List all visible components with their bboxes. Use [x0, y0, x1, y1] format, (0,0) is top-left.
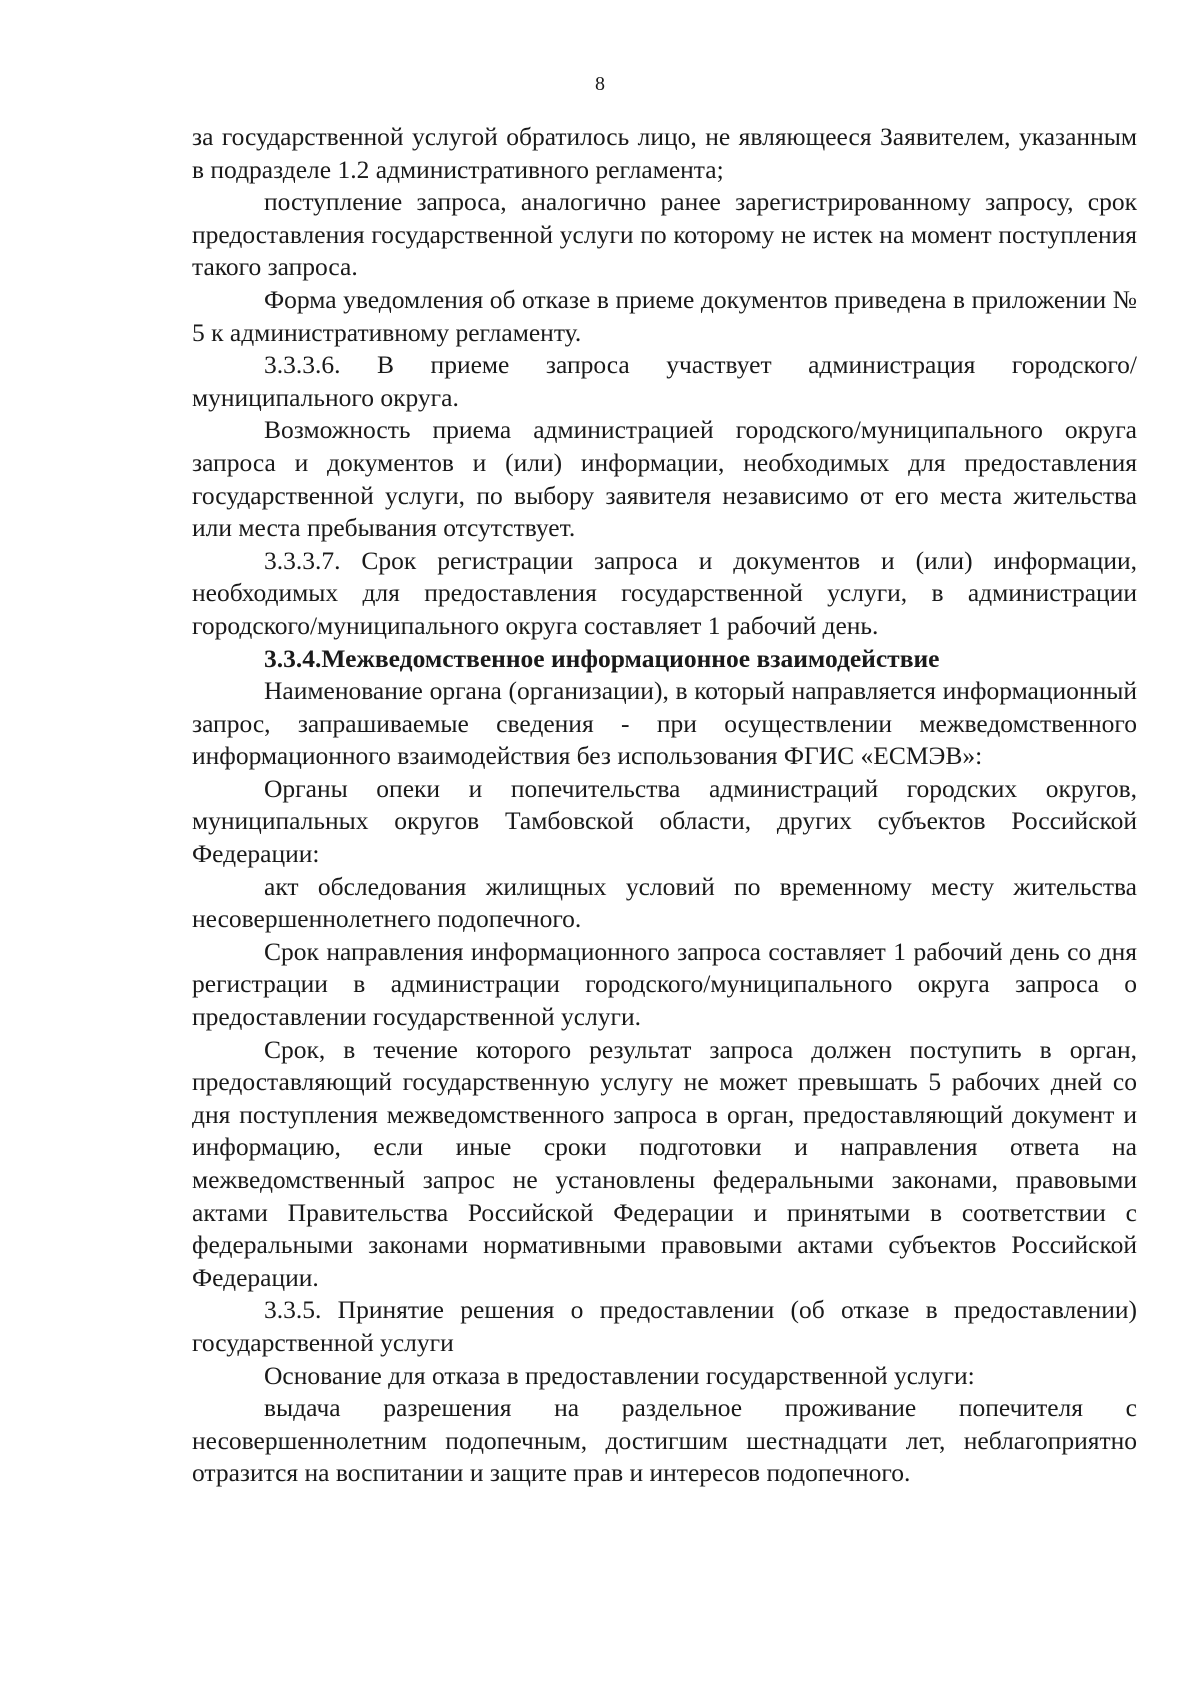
paragraph: акт обследования жилищных условий по временному месту жительства несовершеннолетнего подопечного.: [192, 871, 1137, 934]
paragraph: Возможность приема администрацией городского/муниципального округа запроса и документов и (или) информации, необходимых для предоставления государственной услуги, по выбору заявителя независимо от его места жительства или места пребывания отсутствует.: [192, 415, 1137, 543]
paragraph: выдача разрешения на раздельное проживание попечителя с несовершеннолетним подопечным, достигшим шестнадцати лет, неблагоприятно отразится на воспитании и защите прав и интересов подопечного.: [192, 1393, 1137, 1488]
paragraph: 3.3.5. Принятие решения о предоставлении (об отказе в предоставлении) государственной услуги: [192, 1295, 1137, 1357]
paragraph: Срок направления информационного запроса составляет 1 рабочий день со дня регистрации в администрации городского/муниципального округа запроса о предоставлении государственной услуги.: [192, 936, 1137, 1032]
paragraph: Срок, в течение которого результат запроса должен поступить в орган, предоставляющий государственную услугу не может превышать 5 рабочих дней со дня поступления межведомственного запроса в орган, предоставляющий документ и информацию, если иные сроки подготовки и направления ответа на межведомственный запрос не установлены федеральными законами, правовыми актами Правительства Российской Федерации и принятыми в соответствии с федеральными законами нормативными правовыми актами субъектов Российской Федерации.: [192, 1034, 1137, 1292]
paragraph: поступление запроса, аналогично ранее зарегистрированному запросу, срок предоставления государственной услуги по которому не истек на момент поступления такого запроса.: [192, 187, 1137, 282]
section-heading: 3.3.4.Межведомственное информационное взаимодействие: [264, 643, 940, 673]
paragraph: за государственной услугой обратилось лицо, не являющееся Заявителем, указанным в подразделе 1.2 административного регламента;: [192, 122, 1137, 184]
paragraph: Органы опеки и попечительства администраций городских округов, муниципальных округов Тамбовской области, других субъектов Российской Федерации:: [192, 773, 1137, 869]
page-number: 8: [595, 73, 605, 95]
paragraph: Наименование органа (организации), в который направляется информационный запрос, запрашиваемые сведения - при осуществлении межведомственного информационного взаимодействия без использования ФГИС «ЕСМЭВ»:: [192, 676, 1137, 771]
paragraph: Форма уведомления об отказе в приеме документов приведена в приложении № 5 к административному регламенту.: [192, 284, 1137, 347]
paragraph: Основание для отказа в предоставлении государственной услуги:: [264, 1360, 975, 1390]
paragraph: 3.3.3.6. В приеме запроса участвует администрация городского/муниципального округа.: [192, 350, 1137, 412]
body-text: [192, 121, 1137, 1490]
paragraph: 3.3.3.7. Срок регистрации запроса и документов и (или) информации, необходимых для предоставления государственной услуги, в администрации городского/муниципального округа составляет 1 рабочий день.: [192, 545, 1137, 640]
